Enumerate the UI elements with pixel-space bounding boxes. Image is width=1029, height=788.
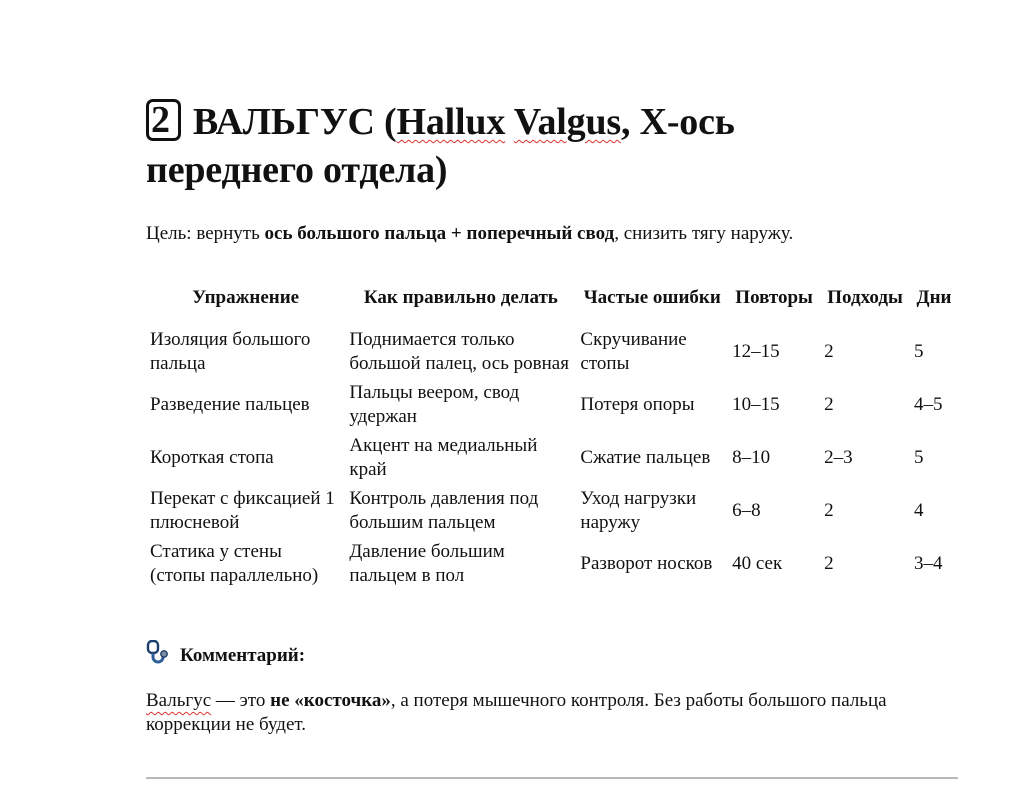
col-header: Как правильно делать	[363, 287, 558, 308]
cell: 2–3	[824, 446, 853, 468]
comment-heading	[146, 640, 305, 672]
goal-paragraph	[146, 222, 793, 246]
comment-text-part: — это	[211, 690, 271, 711]
table-row	[146, 378, 958, 431]
cell: 2	[824, 393, 834, 415]
cell: Скручивание стопы	[580, 328, 687, 374]
cell: 4–5	[914, 393, 943, 415]
spellcheck-word[interactable]: Valgus	[513, 101, 621, 143]
goal-suffix: , снизить тягу наружу.	[614, 223, 794, 244]
goal-bold-1: ось большого пальца	[264, 223, 447, 244]
table-row	[146, 484, 958, 537]
goal-plus: +	[446, 223, 467, 244]
cell: Короткая стопа	[150, 446, 274, 468]
cell: Перекат с фиксацией 1 плюсневой	[150, 487, 335, 533]
cell: Разворот носков	[580, 552, 713, 574]
col-header: Повторы	[735, 287, 813, 308]
cell: 8–10	[732, 446, 771, 468]
cell: 40 сек	[732, 552, 783, 574]
spellcheck-word[interactable]: Hallux	[396, 101, 506, 143]
cell: Потеря опоры	[580, 393, 695, 415]
cell: Давление большим пальцем в пол	[349, 540, 505, 586]
heading-title-rest: , X-ось переднего отдела)	[146, 101, 735, 191]
space	[505, 101, 514, 143]
comment-label: Комментарий:	[180, 645, 306, 666]
comment-text-part: , а потеря мышечного контроля. Без работы большого пальца коррекции не будет.	[146, 690, 887, 735]
table-row	[146, 325, 958, 378]
cell: 10–15	[732, 393, 780, 415]
cell: 2	[824, 340, 834, 362]
cell: 6–8	[732, 499, 761, 521]
cell: 5	[914, 446, 924, 468]
table-header-row	[146, 271, 958, 325]
col-header: Упражнение	[192, 287, 300, 308]
cell: Поднимается только большой палец, ось ровная	[349, 328, 569, 374]
comment-bold: не «косточка»	[270, 690, 391, 711]
cell: Уход нагрузки наружу	[580, 487, 697, 533]
heading-title-part: ВАЛЬГУС (	[192, 101, 397, 143]
cell: 2	[824, 552, 834, 574]
goal-prefix: Цель: вернуть	[146, 223, 265, 244]
cell: 3–4	[914, 552, 943, 574]
cell: 4	[914, 499, 924, 521]
cell: Изоляция большого пальца	[150, 328, 311, 374]
cell: Акцент на медиальный край	[349, 434, 538, 480]
cell: 12–15	[732, 340, 780, 362]
heading-text[interactable]	[146, 101, 735, 191]
exercise-table	[146, 271, 958, 590]
section-number-badge: 2	[146, 99, 181, 141]
table-row	[146, 431, 958, 484]
cell: Разведение пальцев	[150, 393, 310, 415]
cell: 5	[914, 340, 924, 362]
cell: Статика у стены (стопы параллельно)	[150, 540, 319, 586]
col-header: Дни	[916, 287, 952, 308]
cell: 2	[824, 499, 834, 521]
col-header: Частые ошибки	[583, 287, 721, 308]
goal-bold-2: поперечный свод	[466, 223, 615, 244]
comment-text	[146, 689, 926, 737]
table-row	[146, 537, 958, 590]
horizontal-rule	[146, 777, 958, 779]
cell: Контроль давления под большим пальцем	[349, 487, 539, 533]
cell: Пальцы веером, свод удержан	[349, 381, 520, 427]
spellcheck-word[interactable]: Вальгус	[146, 690, 212, 711]
cell: Сжатие пальцев	[580, 446, 711, 468]
col-header: Подходы	[827, 287, 903, 308]
section-heading	[146, 98, 866, 194]
stethoscope-icon	[146, 640, 172, 672]
